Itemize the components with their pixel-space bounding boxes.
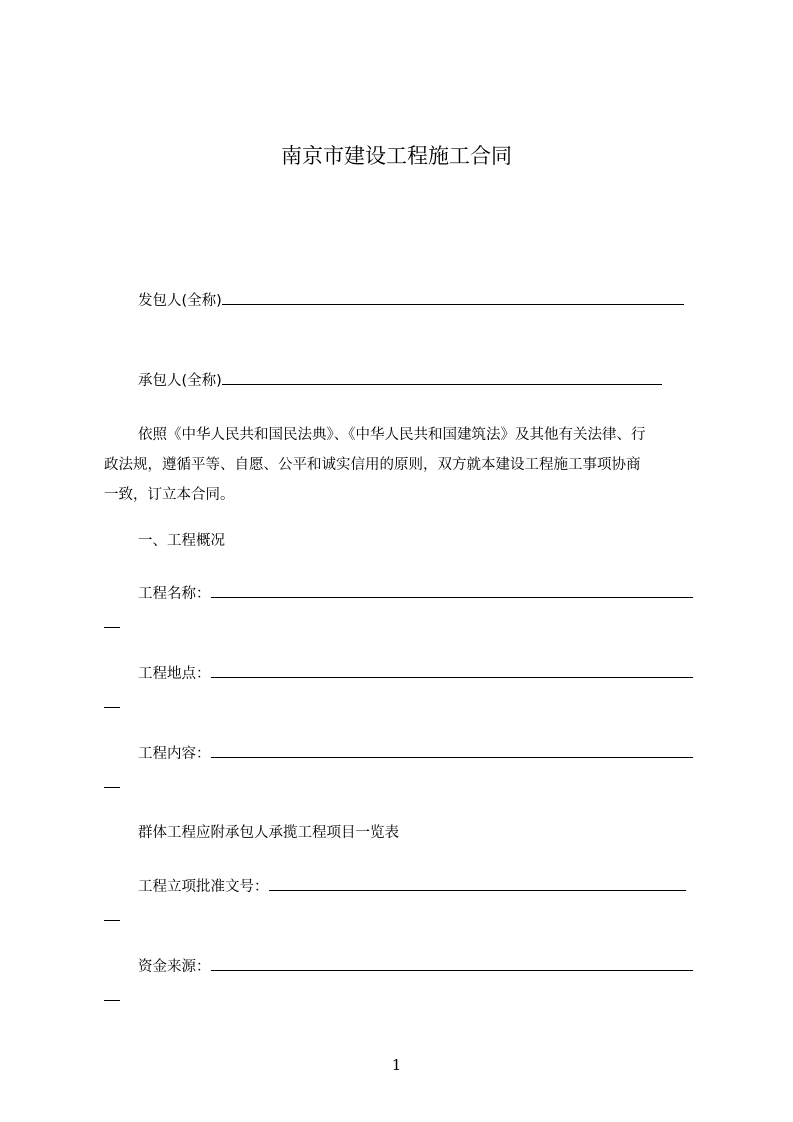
page-number: 1 (391, 1056, 402, 1074)
project-location-blank[interactable] (211, 663, 693, 678)
project-name-continuation (104, 627, 120, 628)
preamble-line-2: 政法规，遵循平等、自愿、公平和诚实信用的原则，双方就本建设工程施工事项协商 (104, 457, 641, 473)
project-location-continuation (104, 707, 120, 708)
approval-number-label: 工程立项批准文号： (138, 879, 269, 895)
contract-title: 南京市建设工程施工合同 (281, 144, 512, 168)
group-project-note: 群体工程应附承包人承揽工程项目一览表 (138, 825, 399, 841)
employer-line (138, 290, 684, 312)
approval-number-continuation (104, 920, 120, 921)
funding-source-blank[interactable] (211, 956, 693, 971)
project-content-label: 工程内容： (138, 746, 211, 762)
employer-blank[interactable] (222, 290, 684, 305)
project-content-blank[interactable] (211, 743, 693, 758)
funding-source-line (138, 956, 693, 978)
contractor-blank[interactable] (222, 370, 662, 385)
contractor-label: 承包人(全称) (138, 373, 222, 389)
approval-number-blank[interactable] (269, 876, 686, 891)
funding-source-label: 资金来源： (138, 959, 211, 975)
preamble (104, 420, 646, 510)
project-name-line (138, 583, 693, 605)
project-name-blank[interactable] (211, 583, 693, 598)
approval-number-line (138, 876, 686, 898)
contractor-line (138, 370, 662, 392)
project-location-label: 工程地点： (138, 666, 211, 682)
funding-source-continuation (104, 1000, 120, 1001)
preamble-line-1: 依照《中华人民共和国民法典》、《中华人民共和国建筑法》及其他有关法律、行 (138, 427, 646, 443)
project-content-continuation (104, 787, 120, 788)
project-name-label: 工程名称： (138, 586, 211, 602)
employer-label: 发包人(全称) (138, 293, 222, 309)
section-1-heading: 一、工程概况 (138, 533, 225, 549)
project-location-line (138, 663, 693, 685)
preamble-line-3: 一致，订立本合同。 (104, 487, 235, 503)
project-content-line (138, 743, 693, 765)
